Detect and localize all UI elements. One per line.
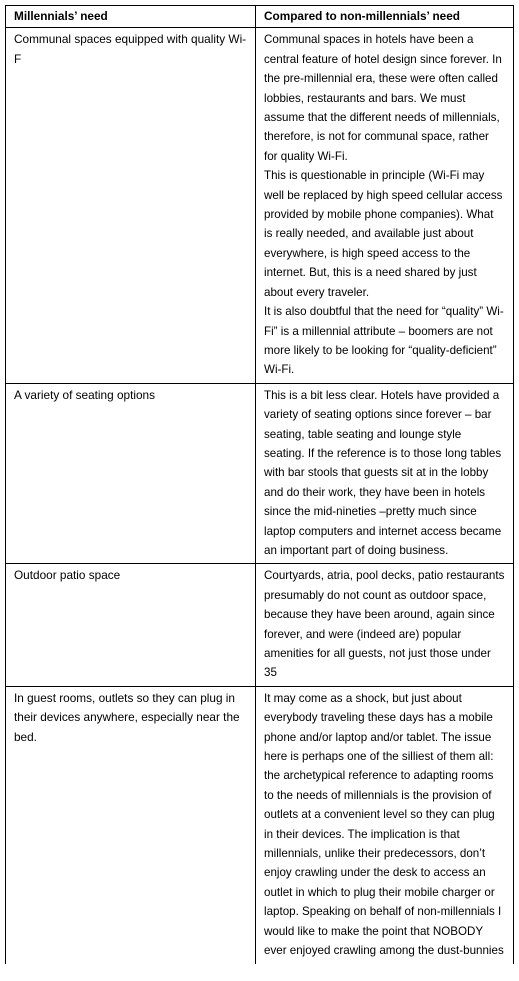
column-header-non-millennials-need: Compared to non-millennials’ need xyxy=(256,6,514,28)
comparison-paragraph: This is questionable in principle (Wi-Fi may well be replaced by high speed cellular access provided by mobile phone companies). What is really needed, and available just about everywhere, is high speed access to the internet. But, this is a need shared by just about every traveler. xyxy=(264,169,503,299)
table-row xyxy=(6,686,514,963)
table-header-row xyxy=(6,6,514,28)
need-cell: Outdoor patio space xyxy=(6,564,256,686)
comparison-cell xyxy=(256,564,514,686)
comparison-paragraph: It is also doubtful that the need for “quality” Wi-Fi” is a millennial attribute – boomers are not more likely to be looking for “quality-deficient” Wi-Fi. xyxy=(264,305,504,377)
comparison-cell xyxy=(256,28,514,383)
table-row xyxy=(6,383,514,564)
need-cell: In guest rooms, outlets so they can plug in their devices anywhere, especially near the bed. xyxy=(6,686,256,963)
comparison-paragraph: This is a bit less clear. Hotels have provided a variety of seating options since forever – bar seating, table seating and lounge style seating. If the reference is to those long tables with bar stools that guests sit at in the lobby and do their work, they have been in hotels since the mid-nineties –pretty much since laptop computers and internet access became an important part of doing business. xyxy=(264,388,502,557)
need-cell: Communal spaces equipped with quality Wi-F xyxy=(6,28,256,383)
need-cell: A variety of seating options xyxy=(6,383,256,564)
comparison-paragraph: Communal spaces in hotels have been a central feature of hotel design since forever. In the pre-millennial era, these were often called lobbies, restaurants and bars. We must assume that the different needs of millennials, therefore, is not for communal space, rather for quality Wi-Fi. xyxy=(264,33,502,163)
comparison-table xyxy=(5,5,514,964)
comparison-cell xyxy=(256,686,514,963)
table-row xyxy=(6,28,514,383)
table-row xyxy=(6,564,514,686)
column-header-millennials-need: Millennials’ need xyxy=(6,6,256,28)
comparison-paragraph: Courtyards, atria, pool decks, patio restaurants presumably do not count as outdoor space, because they have been around, again since forever, and were (indeed are) popular amenities for all guests, not just those under 35 xyxy=(264,569,505,680)
comparison-paragraph: It may come as a shock, but just about everybody traveling these days has a mobile phone and/or laptop and/or tablet. The issue here is perhaps one of the silliest of them all: the archetypical reference to adapting rooms to the needs of millennials is the provision of outlets at a convenient level so they can plug in their devices. The implication is that millennials, unlike their predecessors, don’t enjoy crawling under the desk to access an outlet in which to plug their mobile charger or laptop. Speaking on behalf of non-millennials I would like to make the point that NOBODY ever enjoyed crawling among the dust-bunnies xyxy=(264,691,504,958)
comparison-cell xyxy=(256,383,514,564)
